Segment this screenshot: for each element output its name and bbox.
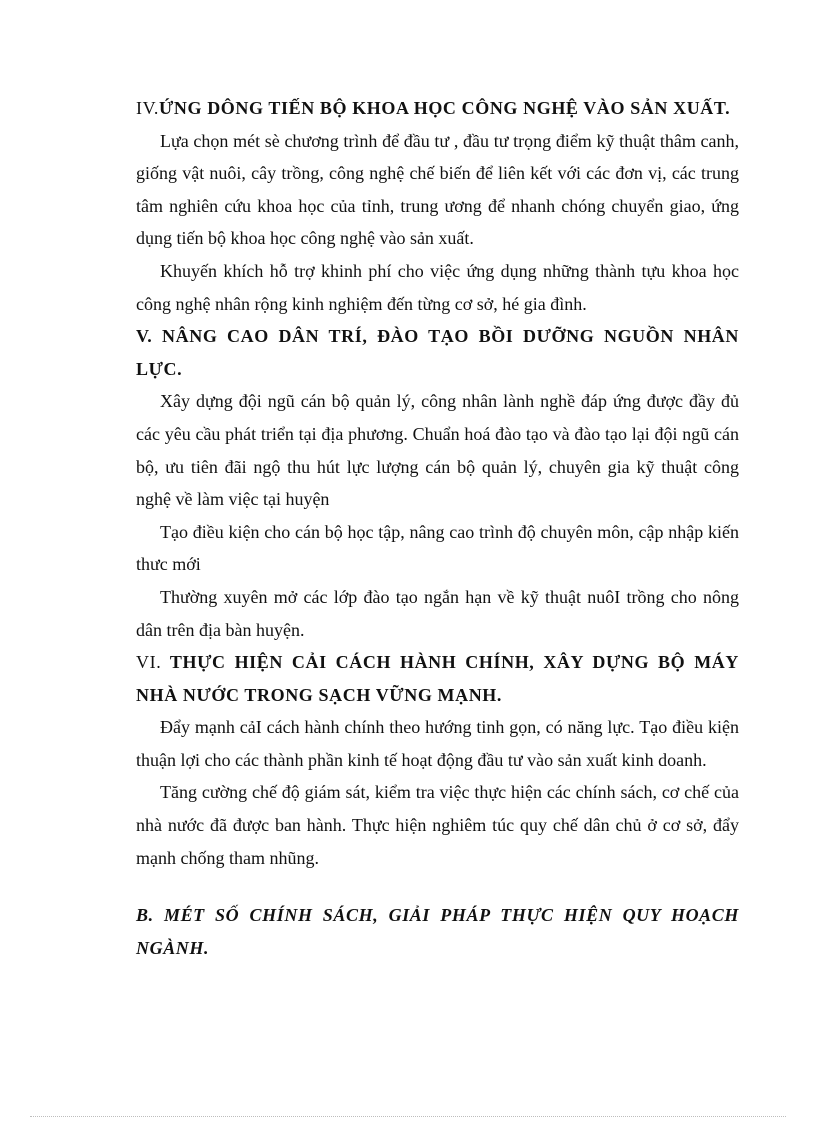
part-b-heading: B. MÉT SỐ CHÍNH SÁCH, GIẢI PHÁP THỰC HIỆN QUY HOẠCH NGÀNH.	[136, 905, 739, 958]
section-v-number: V.	[136, 326, 153, 347]
section-v-paragraph-3: Thường xuyên mở các lớp đào tạo ngắn hạn về kỹ thuật nuôI trồng cho nông dân trên địa bàn huyện.	[136, 586, 739, 640]
section-iv-heading	[136, 92, 739, 125]
section-v-title: NÂNG CAO DÂN TRÍ, ĐÀO TẠO BỒI DƯỠNG NGUỒN NHÂN LỰC.	[136, 326, 739, 379]
document-page	[136, 92, 739, 964]
section-iv-title: ỨNG DÔNG TIẾN BỘ KHOA HỌC CÔNG NGHỆ VÀO SẢN XUẤT.	[158, 98, 731, 118]
section-vi-number: VI.	[136, 652, 162, 673]
page-bottom-divider	[30, 1116, 786, 1117]
section-vi-paragraph-1: Đẩy mạnh cảI cách hành chính theo hướng tinh gọn, có năng lực. Tạo điều kiện thuận lợi cho các thành phần kinh tế hoạt động đầu tư vào sản xuất kinh doanh.	[136, 717, 739, 770]
section-v-heading	[136, 320, 739, 385]
section-iv-number: IV.	[136, 98, 159, 118]
section-iv-paragraph-1: Lựa chọn mét sè chương trình để đầu tư , đầu tư trọng điểm kỹ thuật thâm canh, giống vật nuôi, cây trồng, công nghệ chế biến để liên kết với các đơn vị, các trung tâm nghiên cứu khoa học của tỉnh, trung ương để nhanh chóng chuyển giao, ứng dụng tiến bộ khoa học công nghệ vào sản xuất.	[136, 130, 739, 249]
section-iv-paragraph-2: Khuyến khích hỗ trợ khinh phí cho việc ứng dụng những thành tựu khoa học công nghệ nhân rộng kinh nghiệm đến từng cơ sở, hé gia đình.	[136, 260, 739, 314]
section-v-paragraph-1: Xây dựng đội ngũ cán bộ quản lý, công nhân lành nghề đáp ứng được đầy đủ các yêu cầu phát triển tại địa phương. Chuẩn hoá đào tạo và đào tạo lại đội ngũ cán bộ, ưu tiên đãi ngộ thu hút lực lượng cán bộ quản lý, chuyên gia kỹ thuật công nghệ về làm việc tại huyện	[136, 391, 739, 510]
section-vi-title: THỰC HIỆN CẢI CÁCH HÀNH CHÍNH, XÂY DỰNG BỘ MÁY NHÀ NƯỚC TRONG SẠCH VỮNG MẠNH.	[136, 652, 739, 705]
section-v-paragraph-2: Tạo điều kiện cho cán bộ học tập, nâng cao trình độ chuyên môn, cập nhập kiến thưc mới	[136, 521, 739, 575]
section-vi-heading	[136, 646, 739, 711]
section-vi-paragraph-2: Tăng cường chế độ giám sát, kiểm tra việc thực hiện các chính sách, cơ chế của nhà nước đã được ban hành. Thực hiện nghiêm túc quy chế dân chủ ở cơ sở, đẩy mạnh chống tham nhũng.	[136, 782, 739, 868]
